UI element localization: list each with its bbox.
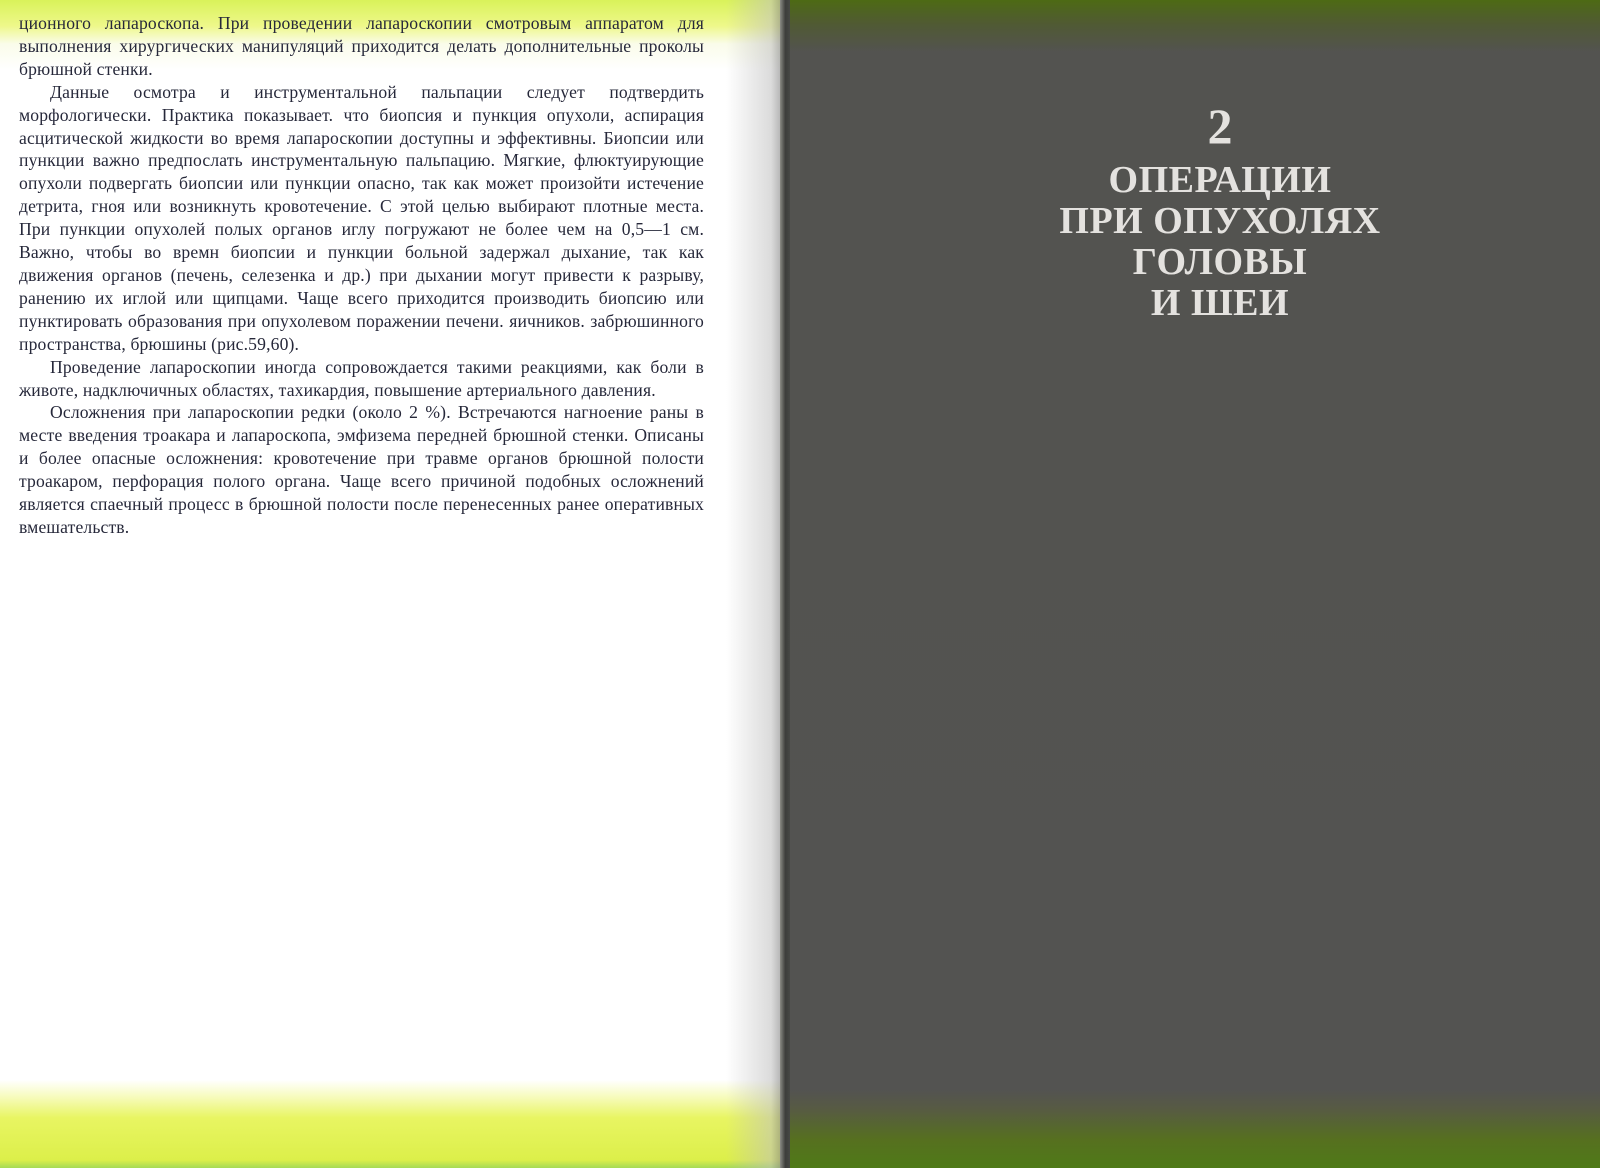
paragraph-3: Проведение лапароскопии иногда сопровождается такими реакциями, как боли в животе, надключичных областях, тахикардия, повышение артериального давления. [19, 356, 704, 400]
paragraph-2: Данные осмотра и инструментальной пальпации следует подтвердить морфологически. Практика показывает. что биопсия и пункция опухоли, аспирация асцитической жидкости во время лапароскопии доступны и эффективны. Биопсии или пункции важно предпослать инструментальную пальпацию. Мягкие, флюктуирующие опухоли подвергать биопсии или пункции опасно, так как может произойти истечение детрита, гноя или возникнуть кровотечение. С этой целью выбирают плотные места. При пункции опухолей полых органов иглу погружают не более чем на 0,5—1 см. Важно, чтобы во времн биопсии и пункции больной задержал дыхание, так как движения органов (печень, селезенка и др.) при дыхании могут привести к разрыву, ранению их иглой или щипцами. Чаще всего приходится производить биопсию или пунктировать образования при опухолевом поражении печени. яичников. забрюшинного пространства, брюшины (рис.59,60). [19, 81, 704, 354]
paragraph-1: ционного лапароскопа. При проведении лапароскопии смотровым аппаратом для выполнения хирургических манипуляций приходится делать дополнительные проколы брюшной стенки. [19, 13, 704, 79]
body-text [19, 12, 704, 539]
chapter-title-line-1: ОПЕРАЦИИ [1108, 159, 1332, 201]
chapter-title-line-3: ГОЛОВЫ [1132, 241, 1308, 283]
paragraph-4: Осложнения при лапароскопии редки (около 2 %). Встречаются нагноение раны в месте введения троакара и лапароскопа, эмфизема передней брюшной стенки. Описаны и более опасные осложнения: кровотечение при травме органов брюшной полости троакаром, перфорация полого органа. Чаще всего причиной подобных осложнений является спаечный процесс в брюшной полости после перенесенных ранее оперативных вмешательств. [19, 402, 704, 537]
right-page [790, 0, 1600, 1168]
chapter-number: 2 [1207, 98, 1233, 154]
chapter-title-line-2: ПРИ ОПУХОЛЯХ [1059, 200, 1381, 242]
left-page [0, 0, 786, 1168]
chapter-title-line-4: И ШЕИ [1150, 282, 1290, 324]
chapter-title [990, 160, 1450, 324]
